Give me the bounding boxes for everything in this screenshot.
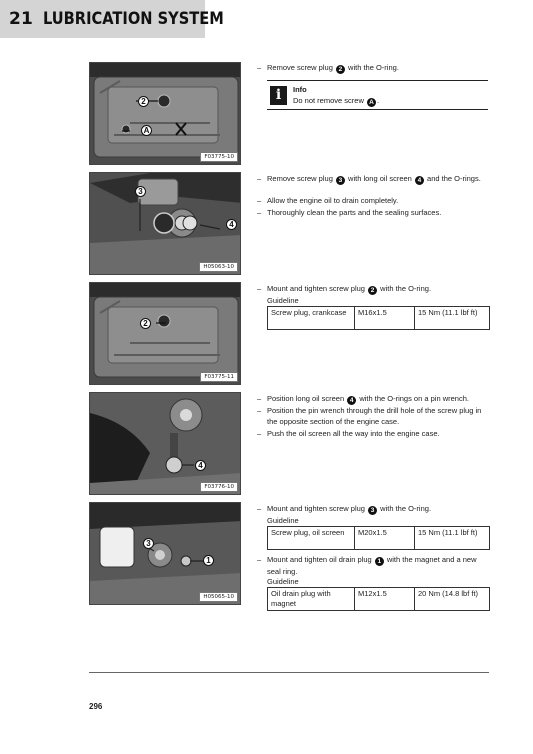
ref-callout: 3 xyxy=(336,176,345,185)
photo-4-callout-4: 4 xyxy=(195,460,206,471)
photo-code: F03775-11 xyxy=(200,372,238,382)
photo-4-illustration xyxy=(90,393,241,495)
info-text-pre: Do not remove screw xyxy=(293,96,364,105)
spec-thread: M12x1.5 xyxy=(355,588,415,611)
step-text-mid: with long oil screen xyxy=(348,174,412,183)
photo-5-callout-1: 1 xyxy=(203,555,214,566)
guideline-label: Guideline xyxy=(267,296,299,305)
photo-oil-drain-plug xyxy=(89,502,241,605)
step-text xyxy=(267,173,489,185)
chapter-title: LUBRICATION SYSTEM xyxy=(43,9,224,29)
table-row xyxy=(268,527,490,550)
spec-torque: 15 Nm (11.1 lbf ft) xyxy=(415,527,490,550)
photo-oil-screen-removal xyxy=(89,172,241,275)
photo-5-illustration xyxy=(90,503,241,605)
guideline-label: Guideline xyxy=(267,577,299,586)
spec-name: Oil drain plug with magnet xyxy=(268,588,355,611)
spec-table xyxy=(267,526,490,550)
step-text: Position the pin wrench through the drill hole of the screw plug in the opposite section of the engine case. xyxy=(267,406,482,426)
step-text-post: with the O-ring. xyxy=(348,63,399,72)
ref-callout: 2 xyxy=(336,65,345,74)
step-dash: – xyxy=(257,555,262,564)
step-text-post: with the O-rings on a pin wrench. xyxy=(359,394,469,403)
info-box xyxy=(267,80,488,110)
step-dash: – xyxy=(257,208,262,217)
step-text-pre: Remove screw plug xyxy=(267,63,333,72)
spec-thread: M20x1.5 xyxy=(355,527,415,550)
step-text-pre: Mount and tighten screw plug xyxy=(267,504,365,513)
step-text-pre: Position long oil screen xyxy=(267,394,345,403)
step-dash: – xyxy=(257,406,262,415)
photo-code: F03775-10 xyxy=(200,152,238,162)
photo-1-illustration xyxy=(90,63,241,165)
ref-callout: 2 xyxy=(368,286,377,295)
step-text: Allow the engine oil to drain completely. xyxy=(267,196,399,205)
step-text: Push the oil screen all the way into the engine case. xyxy=(267,429,440,438)
ref-callout: 1 xyxy=(375,557,384,566)
spec-torque: 15 Nm (11.1 lbf ft) xyxy=(415,307,490,330)
step-text-post: with the O-ring. xyxy=(380,284,432,293)
step-text xyxy=(267,62,489,74)
photo-code: F03776-10 xyxy=(200,482,238,492)
photo-code: H05063-10 xyxy=(199,262,238,272)
table-row xyxy=(268,307,490,330)
photo-code: H05065-10 xyxy=(199,592,238,602)
step-dash: – xyxy=(257,284,262,293)
photo-3-illustration xyxy=(90,283,241,385)
ref-callout: 3 xyxy=(368,506,377,515)
step-dash: – xyxy=(257,63,262,72)
spec-torque: 20 Nm (14.8 lbf ft) xyxy=(415,588,490,611)
photo-oil-pan-screw-plug xyxy=(89,62,241,165)
table-row xyxy=(268,588,490,611)
info-icon: i xyxy=(270,86,287,105)
ref-callout: A xyxy=(367,98,376,107)
info-text-post: . xyxy=(376,96,380,105)
step-text-pre: Mount and tighten oil drain plug xyxy=(267,555,372,564)
step-text-pre: Mount and tighten screw plug xyxy=(267,284,365,293)
chapter-number: 21 xyxy=(9,9,34,29)
ref-callout: 4 xyxy=(415,176,424,185)
photo-5-callout-3: 3 xyxy=(143,538,154,549)
photo-3-callout-2: 2 xyxy=(140,318,151,329)
step-dash: – xyxy=(257,394,262,403)
ref-callout: 4 xyxy=(347,396,356,405)
step-text xyxy=(267,503,489,515)
step-text-post: with the O-ring. xyxy=(380,504,432,513)
photo-2-callout-4: 4 xyxy=(226,219,237,230)
step-text-pre: Remove screw plug xyxy=(267,174,333,183)
spec-name: Screw plug, crankcase xyxy=(268,307,355,330)
step-dash: – xyxy=(257,196,262,205)
page-number: 296 xyxy=(89,702,103,711)
spec-name: Screw plug, oil screen xyxy=(268,527,355,550)
photo-pin-wrench-oil-screen xyxy=(89,392,241,495)
step-dash: – xyxy=(257,429,262,438)
spec-thread: M16x1.5 xyxy=(355,307,415,330)
chapter-header xyxy=(0,0,224,38)
step-text-post: with the magnet and a new seal ring. xyxy=(267,555,477,576)
guideline-label: Guideline xyxy=(267,516,299,525)
step-dash: – xyxy=(257,504,262,513)
photo-2-callout-3: 3 xyxy=(135,186,146,197)
photo-1-callout-2: 2 xyxy=(138,96,149,107)
info-title: Info xyxy=(293,85,307,94)
step-text xyxy=(267,283,489,295)
spec-table xyxy=(267,587,490,611)
photo-oil-pan-screw-plug-mount xyxy=(89,282,241,385)
photo-2-illustration xyxy=(90,173,241,275)
photo-1-callout-a: A xyxy=(141,125,152,136)
spec-table xyxy=(267,306,490,330)
footer-divider xyxy=(89,672,489,673)
step-text: Thoroughly clean the parts and the sealing surfaces. xyxy=(267,208,442,217)
step-text xyxy=(267,554,489,577)
step-dash: – xyxy=(257,174,262,183)
step-text xyxy=(267,393,489,405)
info-text xyxy=(293,96,379,107)
step-text-post: and the O-rings. xyxy=(427,174,481,183)
